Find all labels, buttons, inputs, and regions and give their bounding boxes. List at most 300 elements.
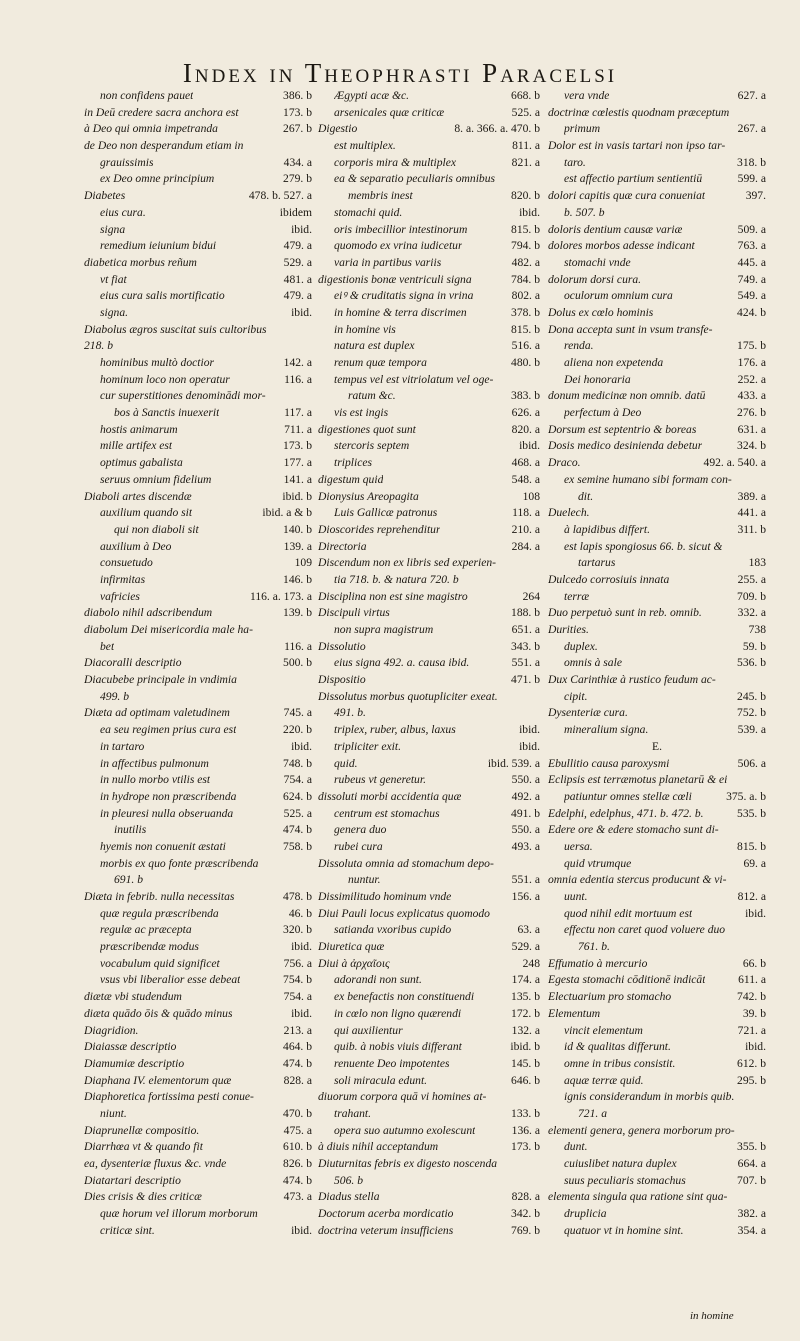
entry-reference: 318. b: [737, 155, 766, 169]
index-entry: [548, 288, 766, 305]
entry-term: dit.: [578, 489, 594, 503]
index-entry: [318, 1123, 540, 1140]
entry-term: 491. b.: [334, 706, 366, 720]
entry-term: eius signa 492. a. causa ibid.: [334, 656, 470, 670]
entry-reference: 535. b: [737, 806, 766, 820]
entry-reference: ibid. a & b: [262, 506, 312, 520]
entry-term: triplices: [334, 456, 372, 470]
index-entry: [318, 622, 540, 639]
entry-reference: 550. a: [511, 773, 540, 787]
index-entry: [318, 1106, 540, 1123]
entry-reference: 46. b: [288, 906, 312, 920]
index-entry: [84, 906, 312, 923]
entry-reference: ibid.: [291, 1223, 312, 1237]
index-entry: [318, 539, 540, 556]
entry-term: Dei honoraria: [564, 372, 631, 386]
index-entry: [318, 555, 540, 572]
index-entry: [548, 438, 766, 455]
index-entry: [84, 188, 312, 205]
index-entry: [318, 405, 540, 422]
entry-term: eiꝰ & cruditatis signa in vrina: [334, 289, 474, 303]
entry-term: Diatartari descriptio: [84, 1173, 181, 1187]
index-entry: [318, 338, 540, 355]
entry-reference: 664. a: [737, 1157, 766, 1170]
entry-reference: 441. a: [737, 506, 766, 520]
entry-term: arsenicales quæ criticæ: [334, 105, 445, 119]
entry-reference: 536. b: [737, 656, 766, 670]
entry-reference: 758. b: [283, 839, 312, 853]
index-entry: [548, 1039, 766, 1056]
index-entry: [548, 388, 766, 405]
entry-term: in hydrope non præscribenda: [100, 789, 237, 803]
index-entry: [548, 772, 766, 789]
entry-reference: 220. b: [283, 723, 312, 737]
index-entry: [318, 572, 540, 589]
entry-reference: 802. a: [511, 289, 540, 303]
index-entry: [548, 355, 766, 372]
entry-term: dunt.: [564, 1140, 588, 1154]
entry-reference: 548. a: [511, 472, 540, 486]
index-entry: [318, 188, 540, 205]
entry-reference: 631. a: [737, 422, 766, 436]
entry-term: Diæta ad optimam valetudinem: [84, 706, 230, 720]
entry-term: Diaiassæ descriptio: [84, 1040, 177, 1054]
entry-term: Ægypti acæ &c.: [334, 89, 410, 102]
entry-reference: 117. a: [284, 406, 312, 420]
entry-term: morbis ex quo fonte præscribenda: [100, 856, 259, 870]
entry-reference: 812. a: [737, 890, 766, 903]
entry-reference: 470. b: [283, 1106, 312, 1120]
entry-term: id & qualitas differunt.: [564, 1040, 671, 1054]
entry-reference: 118. a: [512, 506, 540, 520]
entry-reference: 478. b: [283, 890, 312, 903]
entry-term: vera vnde: [564, 89, 610, 102]
entry-reference: 173. b: [283, 105, 312, 119]
index-entry: [84, 572, 312, 589]
entry-term: omnia edentia stercus producunt & vi-: [548, 873, 727, 887]
entry-term: Digestio: [318, 122, 358, 136]
entry-term: uersa.: [564, 839, 593, 853]
index-entry: [84, 806, 312, 823]
entry-term: signa.: [100, 305, 129, 319]
entry-term: opera suo autumno exolescunt: [334, 1123, 476, 1137]
catchword: in homine: [690, 1310, 734, 1322]
entry-reference: 828. a: [511, 1190, 540, 1204]
index-entry: [548, 489, 766, 506]
entry-term: in pleuresi nulla obseruanda: [100, 806, 234, 820]
entry-term: patiuntur omnes stellæ cœli: [564, 789, 692, 803]
index-entry: [318, 422, 540, 439]
entry-term: niunt.: [100, 1106, 127, 1120]
entry-term: vocabulum quid significet: [100, 956, 220, 970]
entry-term: rubei cura: [334, 839, 383, 853]
entry-term: Diuretica quæ: [318, 940, 385, 954]
entry-reference: 173. b: [511, 1140, 540, 1154]
entry-reference: 492. a. 540. a: [703, 456, 766, 470]
index-entry: [548, 1189, 766, 1206]
entry-term: Durities.: [548, 623, 589, 636]
index-entry: [84, 539, 312, 556]
entry-term: renum quæ tempora: [334, 356, 427, 369]
entry-reference: 213. a: [283, 1023, 312, 1037]
index-entry: [84, 622, 312, 639]
entry-reference: 8. a. 366. a. 470. b: [454, 122, 540, 136]
entry-term: Diaphana IV. elementorum quæ: [84, 1073, 232, 1087]
entry-term: renda.: [564, 339, 594, 353]
entry-reference: 627. a: [737, 89, 766, 102]
entry-reference: 624. b: [283, 789, 312, 803]
entry-term: in affectibus pulmonum: [100, 756, 209, 770]
index-entry: [84, 756, 312, 773]
entry-reference: 525. a: [283, 806, 312, 820]
entry-term: donum medicinæ non omnib. datū: [548, 389, 706, 403]
index-entry: [548, 155, 766, 172]
entry-term: hyemis non conuenit æstati: [100, 839, 226, 853]
entry-reference: 39. b: [742, 1006, 766, 1020]
entry-term: eius cura.: [100, 205, 146, 219]
index-entry: [548, 939, 766, 956]
index-entry: [84, 822, 312, 839]
entry-term: in Deū credere sacra anchora est: [84, 105, 239, 119]
index-entry: [548, 188, 766, 205]
entry-reference: 478. b. 527. a: [248, 189, 312, 203]
entry-term: quatuor vt in homine sint.: [564, 1223, 684, 1237]
entry-reference: 135. b: [511, 990, 540, 1004]
index-entry: [318, 222, 540, 239]
entry-term: cuiuslibet natura duplex: [564, 1157, 677, 1170]
entry-term: bet: [100, 639, 115, 653]
entry-term: satianda vxoribus cupido: [334, 923, 452, 937]
entry-reference: 375. a. b: [726, 789, 766, 803]
index-entry: [318, 922, 540, 939]
index-entry: [318, 238, 540, 255]
entry-reference: 332. a: [737, 606, 766, 620]
entry-reference: 815. b: [511, 322, 540, 336]
entry-term: uunt.: [564, 890, 588, 903]
index-entry: [318, 1206, 540, 1223]
entry-term: eius cura salis mortificatio: [100, 289, 225, 303]
entry-reference: 142. a: [283, 356, 312, 369]
entry-reference: 493. a: [511, 839, 540, 853]
entry-term: Edelphi, edelphus, 471. b. 472. b.: [548, 806, 704, 820]
entry-reference: 826. b: [283, 1157, 312, 1170]
entry-reference: 763. a: [737, 239, 766, 253]
entry-reference: 599. a: [737, 172, 766, 186]
index-entry: [318, 655, 540, 672]
index-entry: [84, 489, 312, 506]
entry-term: de Deo non desperandum etiam in: [84, 139, 244, 153]
index-entry: [548, 956, 766, 973]
index-entry: [84, 405, 312, 422]
entry-term: in cœlo non ligno quærendi: [334, 1006, 462, 1020]
index-entry: [548, 138, 766, 155]
entry-term: Dolor est in vasis tartari non ipso tar-: [548, 139, 726, 153]
index-entry: [84, 772, 312, 789]
entry-term: genera duo: [334, 823, 387, 837]
entry-term: Diarrhœa vt & quando fit: [84, 1140, 203, 1154]
entry-term: est multiplex.: [334, 139, 396, 153]
entry-term: non confidens pauet: [100, 89, 194, 102]
entry-reference: 815. b: [737, 839, 766, 853]
entry-term: 761. b.: [578, 940, 610, 954]
entry-term: mineralium signa.: [564, 723, 649, 737]
entry-term: Dispositio: [318, 673, 366, 687]
entry-reference: 139. b: [283, 606, 312, 620]
index-entry: [548, 972, 766, 989]
entry-reference: 668. b: [511, 89, 540, 102]
entry-reference: 474. b: [283, 1173, 312, 1187]
index-entry: [548, 856, 766, 873]
index-entry: [548, 589, 766, 606]
index-column-3: [548, 88, 766, 1239]
entry-term: Dionysius Areopagita: [318, 489, 419, 503]
entry-term: aliena non expetenda: [564, 356, 664, 369]
index-entry: [548, 422, 766, 439]
entry-term: hominibus multò doctior: [100, 356, 215, 369]
entry-term: vincit elementum: [564, 1023, 643, 1037]
index-entry: [318, 1156, 540, 1173]
entry-reference: 550. a: [511, 823, 540, 837]
entry-reference: 711. a: [284, 422, 312, 436]
index-entry: [548, 338, 766, 355]
entry-term: ex Deo omne principium: [100, 172, 215, 186]
index-entry: [318, 972, 540, 989]
index-entry: [548, 1056, 766, 1073]
entry-reference: 245. b: [737, 689, 766, 703]
index-entry: [318, 1173, 540, 1190]
entry-term: centrum est stomachus: [334, 806, 440, 820]
entry-reference: 474. b: [283, 823, 312, 837]
entry-term: oris imbecillior intestinorum: [334, 222, 468, 236]
entry-reference: 651. a: [511, 623, 540, 636]
index-entry: [548, 789, 766, 806]
entry-term: præscribendæ modus: [100, 940, 199, 954]
entry-term: suus peculiaris stomachus: [564, 1173, 686, 1187]
entry-reference: 141. a: [283, 472, 312, 486]
entry-reference: 284. a: [511, 539, 540, 553]
index-entry: [318, 105, 540, 122]
index-entry: [548, 322, 766, 339]
entry-term: Doctorum acerba mordicatio: [318, 1207, 454, 1221]
entry-term: à lapidibus differt.: [564, 522, 650, 536]
entry-term: Dioscorides reprehenditur: [318, 522, 441, 536]
index-entry: [318, 121, 540, 138]
entry-reference: 509. a: [737, 222, 766, 236]
entry-reference: 756. a: [283, 956, 312, 970]
entry-term: Diacoralli descriptio: [84, 656, 182, 670]
entry-reference: 516. a: [511, 339, 540, 353]
index-entry: [548, 906, 766, 923]
index-entry: [84, 639, 312, 656]
index-entry: [84, 272, 312, 289]
index-entry: [84, 388, 312, 405]
entry-reference: 63. a: [517, 923, 540, 937]
entry-reference: 116. a. 173. a: [249, 589, 312, 603]
index-entry: [318, 956, 540, 973]
index-entry: [318, 739, 540, 756]
entry-reference: ibid.: [519, 205, 540, 219]
index-entry: [548, 1173, 766, 1190]
entry-term: Diui Pauli locus explicatus quomodo: [318, 906, 490, 920]
index-entry: [318, 689, 540, 706]
entry-reference: 445. a: [737, 255, 766, 269]
entry-reference: ibid. b: [510, 1040, 540, 1054]
entry-term: quomodo ex vrina iudicetur: [334, 239, 463, 253]
entry-term: in nullo morbo vtilis est: [100, 773, 211, 787]
index-entry: [318, 388, 540, 405]
entry-reference: 471. b: [511, 673, 540, 687]
index-entry: [84, 1139, 312, 1156]
index-entry: [548, 705, 766, 722]
entry-reference: 794. b: [511, 239, 540, 253]
entry-reference: 248: [522, 956, 540, 970]
index-entry: [84, 1156, 312, 1173]
index-entry: [84, 705, 312, 722]
entry-term: elementi genera, genera morborum pro-: [548, 1123, 735, 1137]
index-entry: [548, 1156, 766, 1173]
entry-term: auxilium quando sit: [100, 506, 193, 520]
index-entry: [318, 155, 540, 172]
entry-term: dolorum dorsi cura.: [548, 272, 642, 286]
index-entry: [84, 605, 312, 622]
index-entry: [318, 138, 540, 155]
entry-term: Dies crisis & dies criticæ: [84, 1190, 202, 1204]
entry-term: Dissolutus morbus quotupliciter exeat.: [318, 689, 498, 703]
index-entry: [548, 889, 766, 906]
entry-reference: ibid.: [519, 439, 540, 453]
index-column-1: [84, 88, 312, 1239]
entry-reference: 506. a: [737, 756, 766, 770]
entry-reference: ibidem: [279, 205, 312, 219]
entry-reference: 267. b: [283, 122, 312, 136]
entry-term: stercoris septem: [334, 439, 410, 453]
entry-reference: 525. a: [511, 105, 540, 119]
entry-term: criticæ sint.: [100, 1223, 155, 1237]
entry-term: doctrinæ cœlestis quodnam præceptum: [548, 105, 730, 119]
entry-term: ea seu regimen prius cura est: [100, 723, 237, 737]
index-entry: [548, 539, 766, 556]
entry-reference: 475. a: [283, 1123, 312, 1137]
index-entry: [84, 322, 312, 339]
index-entry: [318, 1023, 540, 1040]
entry-term: cipit.: [564, 689, 588, 703]
index-entry: [548, 672, 766, 689]
entry-reference: ibid.: [291, 222, 312, 236]
entry-reference: 139. a: [283, 539, 312, 553]
index-entry: [548, 722, 766, 739]
index-entry: [318, 1039, 540, 1056]
entry-reference: 133. b: [511, 1106, 540, 1120]
index-entry: [84, 1206, 312, 1223]
index-entry: [84, 1073, 312, 1090]
entry-term: quod nihil edit mortuum est: [564, 906, 693, 920]
entry-reference: 784. b: [511, 272, 540, 286]
index-entry: [318, 205, 540, 222]
entry-reference: ibid.: [745, 906, 766, 920]
entry-term: infirmitas: [100, 572, 146, 586]
entry-term: ignis considerandum in morbis quib.: [564, 1090, 735, 1104]
entry-term: vafricies: [100, 589, 140, 603]
entry-term: grauissimis: [100, 155, 154, 169]
index-entry: [548, 272, 766, 289]
index-entry: [548, 1223, 766, 1240]
entry-term: corporis mira & multiplex: [334, 155, 457, 169]
entry-term: dolori capitis quæ cura conueniat: [548, 189, 706, 203]
entry-reference: 176. a: [737, 356, 766, 369]
entry-term: Ebullitio causa paroxysmi: [548, 756, 670, 770]
entry-term: aquæ terræ quid.: [564, 1073, 644, 1087]
entry-reference: 183: [748, 556, 766, 570]
entry-term: vt fiat: [100, 272, 127, 286]
entry-term: qui auxilientur: [334, 1023, 403, 1037]
entry-term: druplicia: [564, 1207, 607, 1221]
entry-term: signa: [100, 222, 126, 236]
index-entry: [318, 322, 540, 339]
entry-term: Dissoluta omnia ad stomachum depo-: [318, 856, 494, 870]
entry-term: in homine & terra discrimen: [334, 305, 467, 319]
entry-term: Diui à ἀρχαῖοις: [318, 956, 390, 970]
index-entry: [548, 1106, 766, 1123]
index-entry: [548, 1006, 766, 1023]
index-entry: [318, 772, 540, 789]
index-entry: [548, 505, 766, 522]
entry-reference: 754. a: [283, 773, 312, 787]
index-entry: [548, 922, 766, 939]
index-entry: [318, 639, 540, 656]
entry-reference: 252. a: [737, 372, 766, 386]
entry-term: effectu non caret quod voluere duo: [564, 923, 726, 937]
entry-term: regulæ ac præcepta: [100, 923, 192, 937]
entry-term: 499. b: [100, 689, 129, 703]
index-entry: [318, 1223, 540, 1240]
index-entry: [84, 338, 312, 355]
entry-reference: ibid.: [291, 305, 312, 319]
entry-term: stomachi vnde: [564, 255, 631, 269]
entry-reference: 109: [294, 556, 312, 570]
index-entry: [548, 639, 766, 656]
index-entry: [84, 856, 312, 873]
entry-term: seruus omnium fidelium: [100, 472, 212, 486]
entry-term: terræ: [564, 589, 590, 603]
entry-term: Disciplina non est sine magistro: [318, 589, 468, 603]
entry-term: tripliciter exit.: [334, 739, 401, 753]
entry-term: Diamumiæ descriptio: [84, 1056, 185, 1070]
index-entry: [318, 1006, 540, 1023]
entry-term: perfectum à Deo: [564, 406, 642, 420]
entry-reference: 424. b: [737, 305, 766, 319]
entry-term: diabolo nihil adscribendum: [84, 606, 213, 620]
entry-term: hominum loco non operatur: [100, 372, 230, 386]
entry-term: Dysenteriæ cura.: [548, 706, 628, 720]
entry-term: Dorsum est septentrio & boreas: [548, 422, 697, 436]
entry-reference: 492. a: [511, 789, 540, 803]
index-entry: [548, 689, 766, 706]
index-entry: [318, 806, 540, 823]
entry-term: rubeus vt generetur.: [334, 773, 426, 787]
entry-reference: ibid.: [291, 940, 312, 954]
entry-reference: 482. a: [511, 255, 540, 269]
entry-reference: 709. b: [737, 589, 766, 603]
entry-reference: 464. b: [283, 1040, 312, 1054]
entry-term: dolores morbos adesse indicant: [548, 239, 695, 253]
entry-term: quid vtrumque: [564, 856, 632, 870]
index-entry: [84, 138, 312, 155]
index-entry: [318, 522, 540, 539]
entry-term: elementa singula qua ratione sint qua-: [548, 1190, 728, 1204]
entry-reference: 480. b: [511, 356, 540, 369]
entry-reference: 612. b: [737, 1056, 766, 1070]
index-entry: [318, 589, 540, 606]
